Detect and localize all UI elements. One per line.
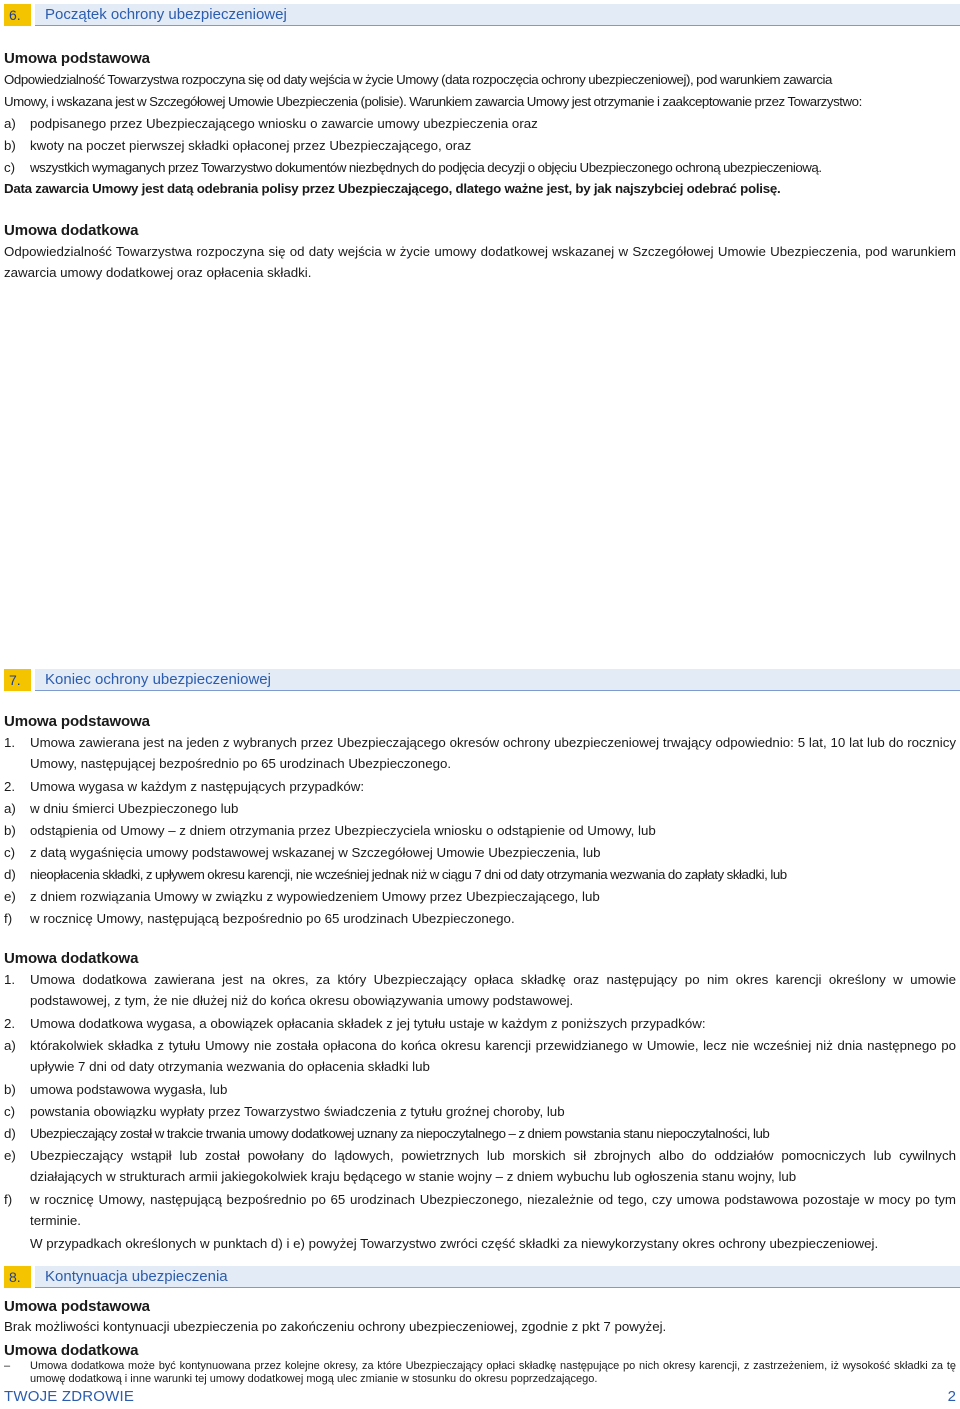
list-text: odstąpienia od Umowy – z dniem otrzymania przez Ubezpieczyciela wniosku o odstąpienie od Umowy, lub [30,823,656,838]
list-label: 2. [4,1016,16,1031]
paragraph: Odpowiedzialność Towarzystwa rozpoczyna się od daty wejścia w życie umowy dodatkowej wskazanej w Szczegółowej Umowie Ubezpieczenia, pod warunkiem zawarcia umowy dodatkowej oraz opłacenia składki. [4,244,956,281]
list-text: z dniem rozwiązania Umowy w związku z wypowiedzeniem Umowy przez Ubezpieczającego, lub [30,889,600,904]
paragraph-line: Umowy, i wskazana jest w Szczegółowej Umowie Ubezpieczenia (polisie). Warunkiem zawarcia Umowy jest otrzymanie i zaakceptowanie przez Towarzystwo: [4,94,862,109]
list-text: Umowa dodatkowa zawierana jest na okres, za który Ubezpieczający opłaca składkę oraz następujący po nim okres karencji określony w umowie podstawowej, z tym, że nie dłużej niż do końca okresu obowiązywania umowy podstawowej. [30,972,956,1009]
list-text: nieopłacenia składki, z upływem okresu karencji, nie wcześniej jednak niż w ciągu 7 dni od daty otrzymania wezwania do zapłaty składki, lub [30,867,787,882]
list-text: z datą wygaśnięcia umowy podstawowej wskazanej w Szczegółowej Umowie Ubezpieczenia, lub [30,845,601,860]
list-label: a) [4,116,16,131]
paragraph: W przypadkach określonych w punktach d) i e) powyżej Towarzystwo zwróci część składki za niewykorzystany okres ochrony ubezpieczeniowej. [30,1236,879,1251]
list-label: c) [4,845,16,860]
list-text: Umowa zawierana jest na jeden z wybranych przez Ubezpieczającego okresów ochrony ubezpieczeniowej trwający odpowiednio: 5 lat, 10 lat lub do rocznicy Umowy, następującej bezpośrednio po 65 urodzinach Ubezpieczonego. [30,735,956,772]
list-label: f) [4,911,13,926]
list-text: w dniu śmierci Ubezpieczonego lub [30,801,239,816]
list-text: w rocznicę Umowy, następującą bezpośrednio po 65 urodzinach Ubezpieczonego. [30,911,515,926]
list-label: e) [4,889,16,904]
list-label: 2. [4,779,16,794]
list-text: Umowa wygasa w każdym z następujących przypadków: [30,779,365,794]
section-title: Koniec ochrony ubezpieczeniowej [35,669,960,691]
subheading-additional-contract: Umowa dodatkowa [4,950,139,967]
list-text: Umowa dodatkowa wygasa, a obowiązek opłacania składek z jej tytułu ustaje w każdym z poniższych przypadków: [30,1016,706,1031]
dash-marker: – [4,1360,11,1372]
list-label: f) [4,1192,13,1207]
subheading-basic-contract: Umowa podstawowa [4,50,150,67]
list-label: e) [4,1148,16,1163]
list-text: umowa podstawowa wygasła, lub [30,1082,228,1097]
section-title: Kontynuacja ubezpieczenia [35,1266,960,1288]
paragraph-line: Odpowiedzialność Towarzystwa rozpoczyna się od daty wejścia w życie Umowy (data rozpoczęcia ochrony ubezpieczeniowej), pod warunkiem zawarcia [4,72,832,87]
paragraph: Brak możliwości kontynuacji ubezpieczenia po zakończeniu ochrony ubezpieczeniowej, zgodnie z pkt 7 powyżej. [4,1319,667,1334]
list-label: c) [4,160,16,175]
subheading-additional-contract: Umowa dodatkowa [4,1342,139,1359]
section-6-header [4,4,960,26]
section-8-header [4,1266,960,1288]
list-text: Ubezpieczający wstąpił lub został powołany do lądowych, powietrznych lub morskich sił zbrojnych albo do oddziałów pomocniczych lub cywilnych działających w strukturach armii jakiegokolwiek kraju będącego w stanie wojny – z dniem wybuchu lub ogłoszenia stanu wojny, lub [30,1148,956,1185]
page-number: 2 [947,1388,956,1405]
subheading-additional-contract: Umowa dodatkowa [4,222,139,239]
list-text: wszystkich wymaganych przez Towarzystwo dokumentów niezbędnych do podjęcia decyzji o objęciu Ubezpieczonego ochroną ubezpieczeniową. [30,160,822,175]
list-label: b) [4,138,16,153]
list-text: Ubezpieczający został w trakcie trwania umowy dodatkowej uznany za niepoczytalnego – z dniem powstania stanu niepoczytalności, lub [30,1126,770,1141]
section-number-badge: 8. [4,1266,31,1288]
list-label: d) [4,867,16,882]
list-label: b) [4,823,16,838]
section-number-badge: 7. [4,669,31,691]
list-text: kwoty na poczet pierwszej składki opłaconej przez Ubezpieczającego, oraz [30,138,472,153]
section-title: Początek ochrony ubezpieczeniowej [35,4,960,26]
list-text: powstania obowiązku wypłaty przez Towarzystwo świadczenia z tytułu groźnej choroby, lub [30,1104,565,1119]
list-text: podpisanego przez Ubezpieczającego wniosku o zawarcie umowy ubezpieczenia oraz [30,116,538,131]
list-text: Umowa dodatkowa może być kontynuowana przez kolejne okresy, za które Ubezpieczający opłaci składkę następujące po nich okresy karencji, z zastrzeżeniem, iż wysokość składki za tę umowę dodatkową i inne warunki tej umowy dodatkowej mogą ulec zmianie w stosunku do okresu poprzedzającego. [30,1360,956,1385]
list-label: 1. [4,735,16,750]
list-label: 1. [4,972,16,987]
list-text: którakolwiek składka z tytułu Umowy nie została opłacona do końca okresu karencji przewidzianego w Umowie, lecz nie wcześniej niż dnia następnego po upływie 7 dni od daty otrzymania wezwania do opłacenia składki lub [30,1038,956,1075]
subheading-basic-contract: Umowa podstawowa [4,713,150,730]
bold-note: Data zawarcia Umowy jest datą odebrania polisy przez Ubezpieczającego, dlatego ważne jest, by jak najszybciej odebrać polisę. [4,181,781,196]
list-text: w rocznicę Umowy, następującą bezpośrednio po 65 urodzinach Ubezpieczonego, niezależnie od tego, czy umowa podstawowa pozostaje w mocy po tym terminie. [30,1192,956,1229]
subheading-basic-contract: Umowa podstawowa [4,1298,150,1315]
list-label: d) [4,1126,16,1141]
section-7-header [4,669,960,691]
section-number-badge: 6. [4,4,31,26]
list-label: c) [4,1104,16,1119]
list-label: a) [4,1038,16,1053]
list-label: b) [4,1082,16,1097]
footer-title: TWOJE ZDROWIE [4,1388,135,1405]
list-label: a) [4,801,16,816]
